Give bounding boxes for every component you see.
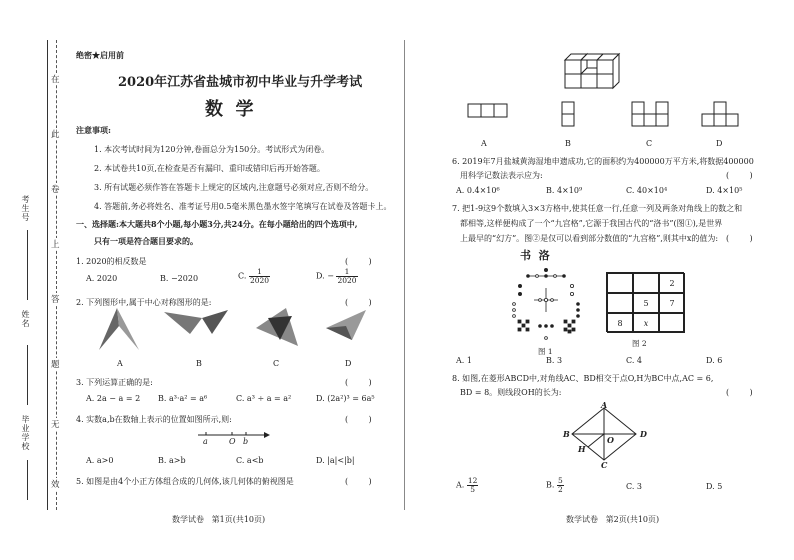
q1-option-b[interactable]: B. −2020	[160, 274, 199, 283]
q5-view-a[interactable]	[466, 100, 510, 120]
q7-answer-paren[interactable]: ( )	[726, 234, 753, 243]
q7-stem: 7. 把1-9这9个数填入3×3方格中,使其任意一行,任意一列及两条对角线上的数之和	[452, 204, 743, 213]
q6-option-d[interactable]: D. 4×10⁵	[706, 186, 743, 195]
q1-option-c-fraction: $\frac{1}{2020}$	[249, 267, 270, 285]
side-char: 无	[51, 420, 60, 430]
q2-figure-b[interactable]	[162, 308, 232, 338]
q7-option-b[interactable]: B. 3	[546, 356, 563, 365]
q3-answer-paren[interactable]: ( )	[345, 378, 372, 387]
cut-line	[56, 40, 57, 510]
notice-item: 2. 本试卷共10页,在检查是否有漏印、重印或错印后再开始答题。	[94, 164, 325, 173]
q8-option-a-label: A.	[456, 480, 465, 490]
q3-option-b[interactable]: B. a³·a² = a⁶	[158, 394, 208, 403]
side-char: 上	[51, 240, 60, 250]
q5-stem: 5. 如图是由4个小正方体组合成的几何体,该几何体的俯视图是	[76, 477, 294, 486]
section1-heading-cont: 只有一项是符合题目要求的。	[94, 236, 198, 246]
q8-option-b[interactable]	[546, 477, 564, 494]
side-char: 题	[51, 360, 60, 370]
name-blank[interactable]	[27, 345, 28, 405]
school-blank[interactable]	[27, 460, 28, 500]
q2-label-d: D	[345, 359, 352, 368]
q8-answer-paren[interactable]: ( )	[726, 388, 753, 397]
q4-axis-label-o: O	[229, 437, 236, 446]
grid-cell-x: x	[633, 313, 659, 333]
q6-stem: 6. 2019年7月盐城黄海湿地申遗成功,它的面积约为400000万平方米,将数据400000	[452, 157, 754, 166]
subject-title: 数 学	[205, 99, 254, 120]
q8-option-a-fraction: $\frac{12}{5}$	[467, 476, 478, 494]
q2-answer-paren[interactable]: ( )	[345, 298, 372, 307]
secret-mark: 绝密★启用前	[76, 50, 124, 60]
q5-view-d[interactable]	[700, 98, 740, 134]
q2-label-a: A	[117, 359, 123, 368]
side-char: 卷	[51, 185, 60, 195]
q4-option-b[interactable]: B. a>b	[158, 456, 186, 465]
q6-answer-paren[interactable]: ( )	[726, 171, 753, 180]
section1-heading: 一、选择题:本大题共8个小题,每小题3分,共24分。在每小题给出的四个选项中,	[76, 219, 358, 229]
q8-vertex-d: D	[640, 429, 647, 439]
q4-option-c[interactable]: C. a<b	[236, 456, 264, 465]
q4-stem: 4. 实数a,b在数轴上表示的位置如图所示,则:	[76, 415, 232, 424]
q5-view-b[interactable]	[560, 98, 580, 134]
q3-option-d[interactable]: D. (2a²)³ = 6a⁵	[316, 394, 375, 403]
q5-label-a: A	[481, 139, 487, 148]
q8-option-d[interactable]: D. 5	[706, 482, 723, 491]
q8-stem: 8. 如图,在菱形ABCD中,对角线AC、BD相交于点O,H为BC中点,AC = 6,	[452, 374, 714, 383]
q1-stem: 1. 2020的相反数是	[76, 257, 147, 266]
grid-cell	[633, 273, 659, 293]
q8-option-b-label: B.	[546, 480, 555, 490]
notice-title: 注意事项:	[76, 125, 111, 135]
q8-vertex-h: H	[578, 444, 586, 454]
q2-label-c: C	[273, 359, 280, 368]
q5-label-c: C	[646, 139, 653, 148]
q6-option-b[interactable]: B. 4×10⁹	[546, 186, 583, 195]
q2-stem: 2. 下列图形中,属于中心对称图形的是:	[76, 298, 212, 307]
q3-stem: 3. 下列运算正确的是:	[76, 378, 153, 387]
q5-label-d: D	[716, 139, 723, 148]
notice-item: 3. 所有试题必须作答在答题卡上规定的区域内,注意题号必须对应,否则不给分。	[94, 183, 374, 192]
q1-option-a[interactable]: A. 2020	[86, 274, 118, 283]
grid-cell: 2	[659, 273, 685, 293]
q2-figure-a[interactable]	[95, 306, 145, 354]
q7-option-d[interactable]: D. 6	[706, 356, 723, 365]
side-char: 此	[51, 130, 60, 140]
side-char: 效	[51, 480, 60, 490]
q1-option-d-fraction: $\frac{1}{2020}$	[337, 267, 357, 285]
q5-view-c[interactable]	[630, 98, 670, 134]
q7-fig1-caption: 图 1	[538, 347, 553, 356]
q7-option-c[interactable]: C. 4	[626, 356, 643, 365]
grid-cell: 8	[607, 313, 633, 333]
q8-vertex-o: O	[607, 435, 614, 445]
left-footer: 数学试卷 第1页(共10页)	[172, 515, 266, 524]
grid-cell	[607, 293, 633, 313]
q8-stem-cont: BD = 8。则线段OH的长为:	[460, 388, 562, 397]
grid-cell	[607, 273, 633, 293]
school-label: 毕业学校	[21, 415, 30, 451]
q1-option-c[interactable]	[238, 268, 270, 285]
page-divider	[404, 40, 405, 510]
q1-option-d-label: D. −	[316, 271, 334, 281]
q1-option-c-label: C.	[238, 271, 247, 281]
q7-option-a[interactable]: A. 1	[456, 356, 472, 365]
grid-cell: 7	[659, 293, 685, 313]
q4-option-a[interactable]: A. a>0	[86, 456, 114, 465]
q4-axis-label-a: a	[203, 437, 208, 446]
q7-stem-cont2: 上最早的“幻方”。图②是仅可以看到部分数值的“九宫格”,则其中x的值为:	[460, 234, 719, 243]
q8-option-c[interactable]: C. 3	[626, 482, 643, 491]
name-label: 姓名	[21, 310, 30, 328]
q4-option-d[interactable]: D. |a|<|b|	[316, 456, 355, 465]
q5-label-b: B	[565, 139, 571, 148]
q8-option-a[interactable]	[456, 477, 478, 494]
q7-magic-square	[606, 272, 684, 332]
q7-fig2-caption: 图 2	[632, 339, 647, 348]
q2-figure-c[interactable]	[252, 306, 302, 348]
q8-vertex-c: C	[601, 460, 608, 470]
q5-answer-paren[interactable]: ( )	[345, 477, 372, 486]
q1-option-d[interactable]	[316, 268, 358, 285]
q5-solid-figure	[555, 42, 635, 90]
notice-item: 1. 本次考试时间为120分钟,卷面总分为150分。考试形式为闭卷。	[94, 145, 330, 154]
q4-answer-paren[interactable]: ( )	[345, 415, 372, 424]
binding-line	[47, 40, 48, 510]
q2-label-b: B	[196, 359, 202, 368]
side-char: 答	[51, 295, 60, 305]
grid-cell	[659, 313, 685, 333]
q2-figure-d[interactable]	[322, 308, 374, 344]
q7-stem-cont: 都相等,这样便构成了一个“九宫格”,它源于我国古代的“洛书”(图①),是世界	[460, 219, 723, 228]
grid-cell: 5	[633, 293, 659, 313]
q3-option-c[interactable]: C. a³ ÷ a = a²	[236, 394, 292, 403]
q3-option-a[interactable]: A. 2a − a = 2	[86, 394, 141, 403]
q8-vertex-b: B	[563, 429, 570, 439]
q6-option-a[interactable]: A. 0.4×10⁶	[456, 186, 500, 195]
luoshu-figure	[506, 264, 586, 344]
luoshu-title: 书 洛	[520, 249, 550, 262]
q8-vertex-a: A	[601, 400, 608, 410]
notice-item: 4. 答题前,务必将姓名、准考证号用0.5毫米黑色墨水签字笔填写在试卷及答题卡上。	[94, 202, 392, 211]
q6-stem-cont: 用科学记数法表示应为:	[460, 171, 543, 180]
exam-no-label: 考生号	[21, 195, 30, 222]
right-footer: 数学试卷 第2页(共10页)	[566, 515, 660, 524]
q1-answer-paren[interactable]: ( )	[345, 257, 372, 266]
exam-title: 2020年江苏省盐城市初中毕业与升学考试	[118, 75, 363, 90]
exam-no-blank[interactable]	[27, 230, 28, 300]
q4-axis-label-b: b	[243, 437, 249, 446]
side-char: 在	[51, 75, 60, 85]
q6-option-c[interactable]: C. 40×10⁴	[626, 186, 668, 195]
q8-option-b-fraction: $\frac{5}{2}$	[557, 476, 563, 494]
